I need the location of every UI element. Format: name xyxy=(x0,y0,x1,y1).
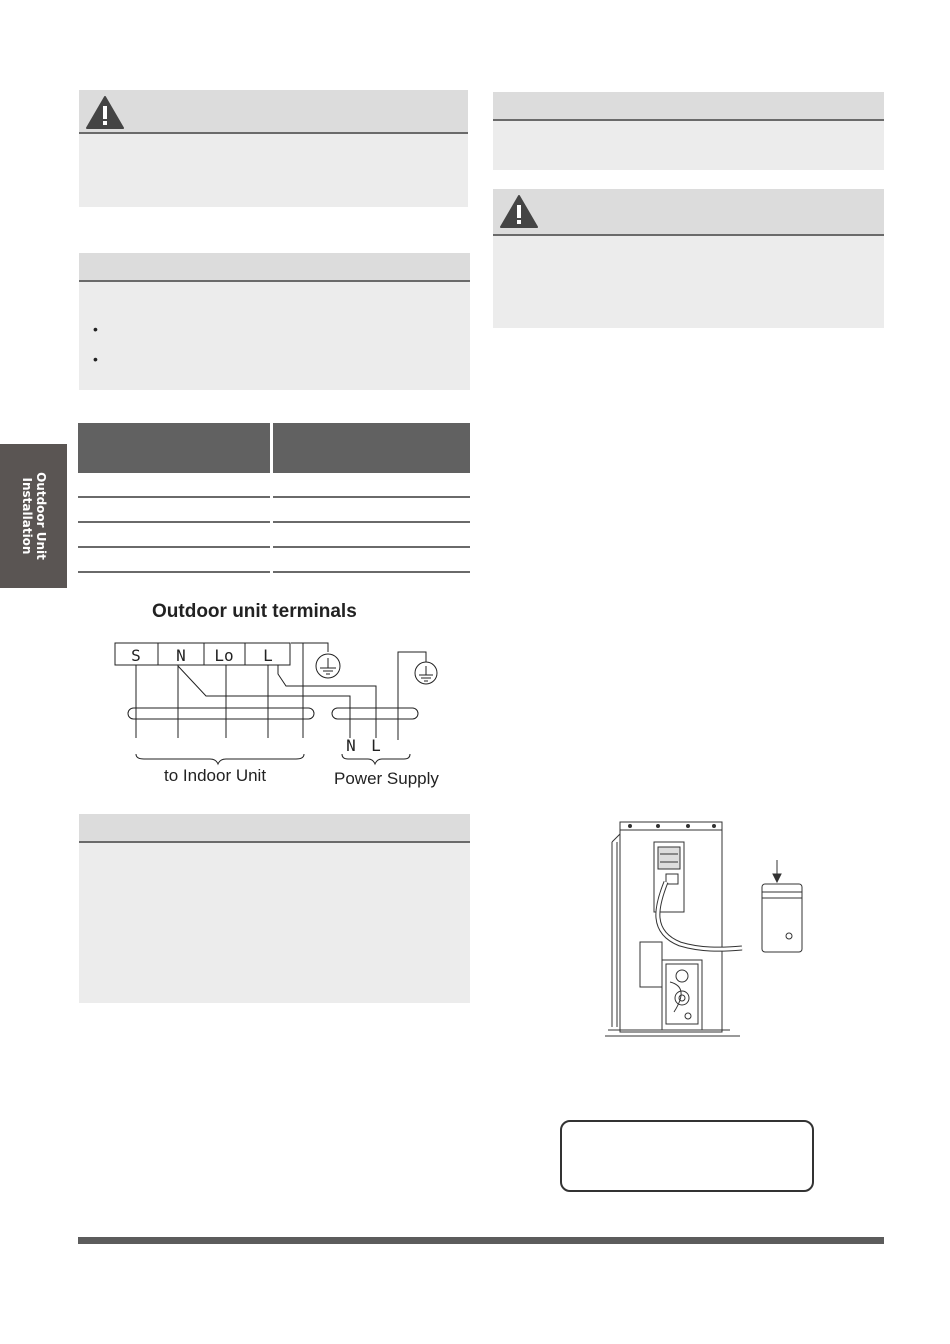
section-side-tab xyxy=(0,444,67,588)
bullet-1: • xyxy=(93,321,98,337)
table-header-row xyxy=(78,423,470,473)
supply-terminal-n: N xyxy=(346,736,356,755)
table-header-cell xyxy=(272,423,471,473)
rounded-note-box xyxy=(560,1120,814,1192)
warning-triangle-icon xyxy=(499,194,539,229)
note-box-header xyxy=(493,92,884,121)
terminal-l: L xyxy=(263,646,273,665)
outdoor-unit-illustration xyxy=(600,812,815,1042)
table-row xyxy=(78,497,470,522)
warning-triangle-icon xyxy=(85,95,125,130)
label-power-supply: Power Supply xyxy=(334,769,439,788)
warning-box-top-left xyxy=(79,90,468,207)
label-to-indoor-unit: to Indoor Unit xyxy=(164,766,267,785)
wiring-diagram xyxy=(110,636,450,766)
warning-box-header xyxy=(493,189,884,236)
note-box-header xyxy=(79,814,470,843)
warning-box-header xyxy=(79,90,468,134)
diagram-title: Outdoor unit terminals xyxy=(152,601,357,622)
note-box-top-right xyxy=(493,92,884,170)
warning-box-right xyxy=(493,189,884,328)
table-row xyxy=(78,522,470,547)
note-box-left xyxy=(79,253,470,390)
bullet-2: • xyxy=(93,351,98,367)
side-tab-label: Outdoor Unit Installation xyxy=(19,472,48,560)
spec-table xyxy=(78,423,470,573)
terminal-n: N xyxy=(176,646,186,665)
terminal-s: S xyxy=(131,646,141,665)
table-row xyxy=(78,547,470,572)
table-header-cell xyxy=(78,423,272,473)
footer-rule xyxy=(78,1237,884,1244)
note-box-header xyxy=(79,253,470,282)
supply-terminal-l: L xyxy=(371,736,381,755)
terminal-lo: Lo xyxy=(214,646,234,665)
note-box-bottom-left xyxy=(79,814,470,1003)
table-row xyxy=(78,473,470,497)
